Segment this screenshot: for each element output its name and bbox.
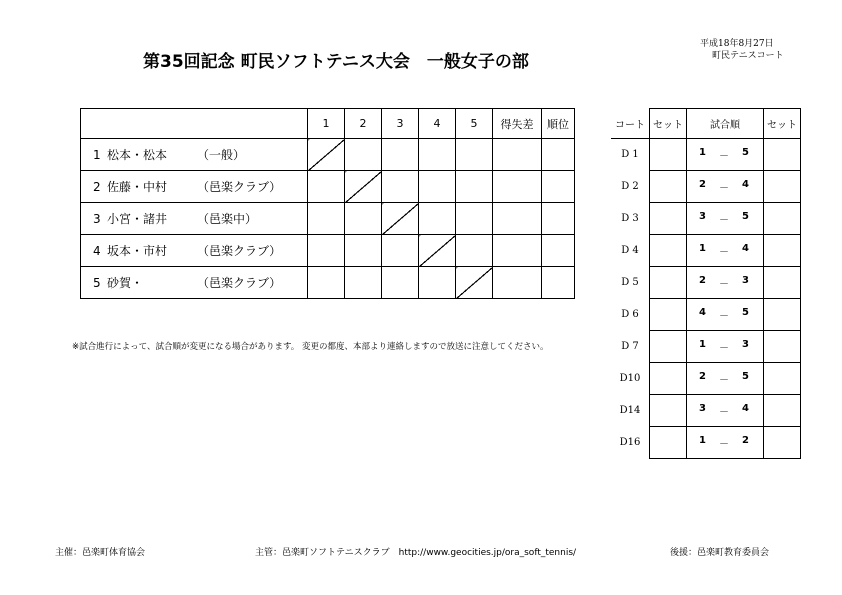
match-team-b: 3 [742,275,749,286]
court-label: D 1 [621,149,639,161]
footer-support: 後援：邑楽町教育委員会 [670,548,770,558]
team-club: （邑楽クラブ） [197,276,282,290]
rank-cell [542,139,575,171]
diff-cell [493,139,542,171]
schedule-header-set-left: セット [650,109,687,139]
match-order-cell [687,267,764,299]
score-cell [308,171,345,203]
footer-sponsor: 主催：邑楽町体育協会 [55,548,146,558]
match-team-b: 4 [742,403,749,414]
schedule-row [611,299,801,331]
page-title: 第35回記念 町民ソフトテニス大会 一般女子の部 [143,52,529,72]
diagonal-cell [382,203,419,235]
team-name-cell [81,171,308,203]
league-header-3: 3 [382,109,419,139]
score-cell [456,235,493,267]
schedule-header-order: 試合順 [687,109,764,139]
score-cell [419,203,456,235]
team-players: 佐藤・中村 [107,180,168,194]
match-order-cell [687,363,764,395]
event-venue: 町民テニスコート [712,51,784,61]
schedule-row [611,203,801,235]
match-team-a: 1 [699,339,706,350]
match-team-a: 2 [699,275,706,286]
match-team-b: 4 [742,179,749,190]
team-club: （一般） [197,148,246,162]
match-order-cell [687,171,764,203]
score-cell [456,171,493,203]
league-header-diff: 得失差 [493,109,542,139]
footer-organizer: 主管：邑楽町ソフトテニスクラブ http://www.geocities.jp/ora_soft_tennis/ [255,548,577,558]
rank-cell [542,171,575,203]
team-name-cell [81,203,308,235]
team-players: 松本・松本 [107,148,168,162]
score-cell [308,203,345,235]
rank-cell [542,203,575,235]
schedule-row [611,139,801,171]
court-label: D14 [619,405,641,416]
set-right-cell [764,203,801,235]
team-players: 小宮・諸井 [107,212,168,226]
diff-cell [493,235,542,267]
schedule-row [611,331,801,363]
league-row [81,235,575,267]
court-label: D 7 [621,341,639,352]
match-dash: － [719,343,729,354]
set-right-cell [764,395,801,427]
match-team-a: 1 [699,435,706,446]
court-label: D 5 [621,277,639,288]
match-order-cell [687,203,764,235]
league-header-rank: 順位 [542,109,575,139]
match-dash: － [719,215,729,226]
schedule-row [611,395,801,427]
team-name-cell [81,235,308,267]
match-team-b: 5 [742,211,749,222]
diagonal-cell [345,171,382,203]
match-team-b: 3 [742,339,749,350]
match-team-a: 3 [699,403,706,414]
match-team-b: 5 [742,307,749,318]
diff-cell [493,171,542,203]
set-right-cell [764,171,801,203]
schedule-row [611,171,801,203]
league-header-row [81,109,575,139]
match-dash: － [719,151,729,162]
set-right-cell [764,299,801,331]
match-dash: － [719,279,729,290]
team-players: 砂賀・ [107,276,144,290]
league-header-1: 1 [308,109,345,139]
score-cell [382,235,419,267]
schedule-header-row [611,109,801,139]
team-number: 3 [93,212,101,226]
league-header-4: 4 [419,109,456,139]
set-left-cell [650,363,687,395]
match-order-cell [687,235,764,267]
match-team-a: 1 [699,147,706,158]
date-venue-block [700,38,784,62]
set-right-cell [764,363,801,395]
match-team-b: 5 [742,147,749,158]
score-cell [382,171,419,203]
score-cell [419,267,456,299]
score-cell [308,267,345,299]
match-dash: － [719,439,729,450]
match-order-cell [687,299,764,331]
team-number: 4 [93,244,101,258]
match-team-b: 4 [742,243,749,254]
rank-cell [542,267,575,299]
league-header-2: 2 [345,109,382,139]
team-club: （邑楽クラブ） [197,244,282,258]
match-order-cell [687,395,764,427]
league-table [80,108,575,299]
score-cell [456,203,493,235]
score-cell [456,139,493,171]
team-name-cell [81,267,308,299]
set-left-cell [650,171,687,203]
schedule-row [611,235,801,267]
team-number: 2 [93,180,101,194]
match-dash: － [719,375,729,386]
set-left-cell [650,235,687,267]
team-players: 坂本・市村 [107,244,168,258]
diagonal-cell [419,235,456,267]
set-left-cell [650,267,687,299]
event-date: 平成18年8月27日 [700,39,774,49]
match-dash: － [719,247,729,258]
diff-cell [493,203,542,235]
match-dash: － [719,407,729,418]
rank-cell [542,235,575,267]
court-label: D 2 [621,181,639,192]
league-row [81,171,575,203]
set-right-cell [764,139,801,171]
score-cell [308,235,345,267]
schedule-table [611,108,801,459]
match-team-b: 5 [742,371,749,382]
team-club: （邑楽クラブ） [197,180,282,194]
set-right-cell [764,235,801,267]
court-label: D 6 [621,309,639,320]
match-dash: － [719,311,729,322]
diff-cell [493,267,542,299]
court-label: D16 [619,437,641,448]
score-cell [345,203,382,235]
score-cell [382,267,419,299]
team-club: （邑楽中） [197,212,258,226]
score-cell [345,267,382,299]
match-team-a: 1 [699,243,706,254]
diagonal-cell [456,267,493,299]
match-team-a: 2 [699,179,706,190]
match-team-a: 3 [699,211,706,222]
league-row [81,267,575,299]
court-label: D10 [619,373,641,384]
score-cell [419,171,456,203]
match-order-cell [687,331,764,363]
team-number: 1 [93,148,101,162]
match-order-cell [687,139,764,171]
set-right-cell [764,267,801,299]
set-left-cell [650,331,687,363]
league-row [81,203,575,235]
court-label: D 4 [621,245,639,256]
league-header-5: 5 [456,109,493,139]
score-cell [345,139,382,171]
team-number: 5 [93,276,101,290]
schedule-row [611,267,801,299]
match-dash: － [719,183,729,194]
set-left-cell [650,203,687,235]
team-name-cell [81,139,308,171]
score-cell [419,139,456,171]
league-row [81,139,575,171]
set-right-cell [764,331,801,363]
schedule-header-set-right: セット [764,109,801,139]
set-left-cell [650,299,687,331]
league-header-blank [81,109,308,139]
schedule-note: ※試合進行によって、試合順が変更になる場合があります。 変更の都度、本部より連絡しますので放送に注意してください。 [72,342,549,352]
schedule-row [611,427,801,459]
match-team-a: 4 [699,307,706,318]
set-left-cell [650,427,687,459]
score-cell [345,235,382,267]
set-left-cell [650,395,687,427]
score-cell [382,139,419,171]
schedule-row [611,363,801,395]
match-order-cell [687,427,764,459]
schedule-header-court: コート [611,109,650,139]
court-label: D 3 [621,213,639,224]
set-right-cell [764,427,801,459]
match-team-a: 2 [699,371,706,382]
diagonal-cell [308,139,345,171]
set-left-cell [650,139,687,171]
match-team-b: 2 [742,435,749,446]
